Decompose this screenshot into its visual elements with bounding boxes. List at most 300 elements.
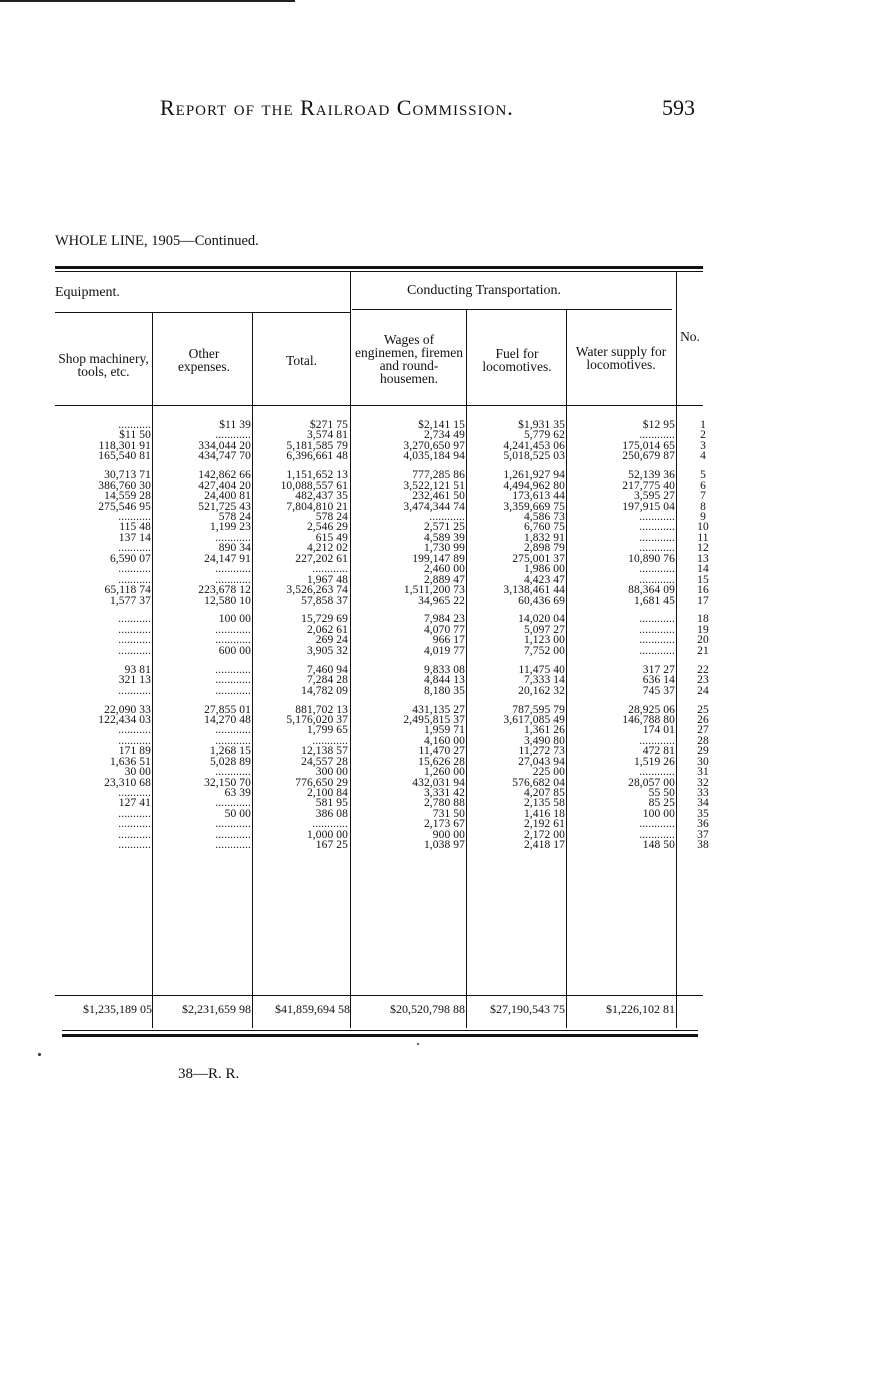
table-cell: 4,586 73 [523,511,565,523]
table-cell: ............ [215,734,251,747]
table-cell: 2,418 17 [523,839,565,852]
page-speck [417,1043,419,1045]
table-cell: 167 25 [315,839,348,852]
table-cell: 217,775 40 [622,479,675,492]
table-cell: ........... [118,419,151,431]
table-cell: 4,844 13 [423,674,465,687]
table-bottom-rule-thick [62,1034,698,1037]
column-other-values [155,420,251,851]
table-cell: 1,577 37 [109,594,151,607]
table-cell: 1,268 15 [209,745,251,758]
table-cell: ............ [639,531,675,544]
table-cell: 2,460 00 [423,563,465,576]
table-cell: 900 00 [432,828,465,841]
table-cell: 22 [697,663,709,676]
table-cell: 432,031 94 [412,776,465,789]
table-cell: 232,461 50 [412,490,465,503]
table-cell: 3,331 42 [423,787,465,799]
table-cell: 24,557 28 [301,755,348,768]
table-cell: 250,679 87 [622,450,675,463]
table-cell: $12 95 [642,419,675,431]
table-cell: 2 [700,429,706,442]
table-cell: 24,400 81 [204,490,251,503]
table-cell: 137 14 [118,531,151,544]
table-cell: 127 41 [118,797,151,810]
table-cell: 600 00 [218,644,251,657]
table-cell: 25 [697,703,709,716]
col-head-fuel: Fuel for locomotives. [482,346,552,374]
table-cell: ............ [215,429,251,442]
table-cell: 334,044 20 [198,439,251,452]
table-cell: 15 [697,573,709,586]
table-cell: 434,747 70 [198,450,251,463]
table-cell: 966 17 [432,634,465,647]
table-cell: 317 27 [642,663,675,676]
table-cell: 578 24 [315,511,348,523]
table-cell: 8 [700,500,706,513]
table-cell: 581 95 [315,797,348,810]
table-cell: 1,151,652 13 [286,469,348,482]
table-bottom-rule-thin [62,1030,698,1031]
table-cell: 1,361 26 [523,724,565,737]
group-rule-conducting [352,309,672,310]
table-cell: 55 50 [648,787,675,799]
table-cell: 29 [697,745,709,758]
table-cell: 52,139 36 [628,469,675,482]
page-number: 593 [662,95,695,120]
column-water-values [569,420,675,851]
table-cell: 24,147 91 [204,552,251,565]
table-top-rule-thin [55,271,703,272]
table-cell: ............ [215,828,251,841]
column-shop-values [58,420,151,851]
table-cell: 30 00 [124,766,151,779]
table-cell: 12,580 10 [204,594,251,607]
table-cell: 38 [697,839,709,852]
table-cell: 3,490 80 [523,734,565,747]
table-cell: ............ [639,818,675,831]
table-cell: 28,925 06 [628,703,675,716]
table-cell: 5 [700,469,706,482]
table-cell: 472 81 [642,745,675,758]
table-cell: 24 [697,684,709,697]
table-cell: 1,832 91 [523,531,565,544]
table-cell: 2,734 49 [423,429,465,442]
col-head-wages: Wages of enginemen, firemen and round-housemen. [355,332,463,386]
table-cell: 7,984 23 [423,613,465,626]
table-cell: 881,702 13 [295,703,348,716]
table-cell: 3,526,263 74 [286,584,348,597]
table-cell: ............ [312,818,348,831]
table-cell: 28,057 00 [628,776,675,789]
table-cell: 93 81 [124,663,151,676]
table-cell: 20 [697,634,709,647]
table-cell: 57,858 37 [301,594,348,607]
table-cell: 1,636 51 [109,755,151,768]
top-rule [0,0,295,2]
table-cell: 26 [697,713,709,726]
table-cell: 5,028 89 [209,755,251,768]
table-cell: ........... [118,724,151,737]
table-cell: 890 34 [218,542,251,555]
table-cell: ........... [118,563,151,576]
table-cell: 1,260 00 [423,766,465,779]
table-cell: $2,141 15 [418,419,465,431]
col-head-total: Total. [286,352,317,368]
table-cell: 227,202 61 [295,552,348,565]
table-cell: 576,682 04 [512,776,565,789]
table-cell: ........... [118,734,151,747]
table-cell: 30 [697,755,709,768]
table-cell: 32,150 70 [204,776,251,789]
column-fuel-values [469,420,565,851]
table-cell: 100 00 [218,613,251,626]
table-cell: 4,207 85 [523,787,565,799]
total-wages: $20,520,798 88 [390,1002,465,1016]
table-cell: ............ [639,623,675,636]
table-cell: 85 25 [648,797,675,810]
table-cell: ............ [639,644,675,657]
table-cell: ............ [215,563,251,576]
table-cell: 18 [697,613,709,626]
table-cell: ............ [215,797,251,810]
table-cell: 2,062 61 [306,623,348,636]
table-cell: 300 00 [315,766,348,779]
table-cell: 787,595 79 [512,703,565,716]
table-cell: 20,162 32 [518,684,565,697]
table-cell: 4,494,962 80 [503,479,565,492]
table-cell: ........... [118,511,151,523]
table-cell: ............ [639,766,675,779]
table-cell: 615 49 [315,531,348,544]
page-speck [38,1053,41,1056]
table-cell: 27,855 01 [204,703,251,716]
table-cell: 4,423 47 [523,573,565,586]
table-cell: ........... [118,839,151,852]
table-cell: 15,626 28 [418,755,465,768]
table-cell: 6 [700,479,706,492]
table-cell: 2,898 79 [523,542,565,555]
table-cell: 2,192 61 [523,818,565,831]
table-cell: 275,546 95 [98,500,151,513]
table-cell: 34 [697,797,709,810]
table-cell: ............ [639,613,675,626]
table-cell: 431,135 27 [412,703,465,716]
table-cell: 521,725 43 [198,500,251,513]
table-cell: ............ [215,634,251,647]
table-cell: 2,100 84 [306,787,348,799]
table-cell: 15,729 69 [301,613,348,626]
table-cell: ........... [118,807,151,820]
table-cell: 1,123 00 [523,634,565,647]
table-cell: 63 39 [224,787,251,799]
table-cell: ........... [118,634,151,647]
divider-6 [676,272,677,1028]
table-cell: 12,138 57 [301,745,348,758]
group-heading-equipment: Equipment. [55,285,120,300]
table-cell: 7,752 00 [523,644,565,657]
table-cell: 5,181,585 79 [286,439,348,452]
table-cell: 11,470 27 [418,745,465,758]
table-cell: 2,889 47 [423,573,465,586]
table-cell: 171 89 [118,745,151,758]
table-cell: 31 [697,766,709,779]
table-cell: 28 [697,734,709,747]
table-cell: 10,088,557 61 [280,479,348,492]
table-cell: 9 [700,511,706,523]
table-top-rule-thick [55,266,703,269]
total-fuel: $27,190,543 75 [490,1002,565,1016]
table-cell: ............ [215,818,251,831]
table-cell: 636 14 [642,674,675,687]
table-cell: 14,559 28 [104,490,151,503]
table-cell: 88,364 09 [628,584,675,597]
table-cell: 7,460 94 [306,663,348,676]
table-cell: 146,788 80 [622,713,675,726]
table-cell: ............ [639,734,675,747]
table-cell: 3,270,650 97 [403,439,465,452]
table-cell: 1,799 65 [306,724,348,737]
table-cell: 731 50 [432,807,465,820]
table-cell: 37 [697,828,709,841]
table-cell: ........... [118,818,151,831]
table-cell: 11 [697,531,709,544]
table-cell: 19 [697,623,709,636]
table-cell: $11 50 [119,429,151,442]
table-cell: ............ [215,684,251,697]
table-cell: 122,434 03 [98,713,151,726]
running-title: Report of the Railroad Commission. [160,95,514,120]
table-cell: 4,035,184 94 [403,450,465,463]
table-cell: 21 [697,644,709,657]
table-cell: ............ [639,429,675,442]
table-cell: 321 13 [118,674,151,687]
column-row-numbers [690,420,716,851]
table-cell: 17 [697,594,709,607]
table-cell: 269 24 [315,634,348,647]
table-cell: 50 00 [224,807,251,820]
table-cell: 225 00 [532,766,565,779]
table-cell: 9,833 08 [423,663,465,676]
table-cell: 173,613 44 [512,490,565,503]
table-cell: 14,020 04 [518,613,565,626]
total-shop: $1,235,189 05 [83,1002,152,1016]
table-cell: 32 [697,776,709,789]
table-cell: 7 [700,490,706,503]
table-cell: 4,160 00 [423,734,465,747]
table-cell: ............ [215,839,251,852]
table-cell: 23 [697,674,709,687]
table-cell: ............ [215,573,251,586]
table-cell: 3,905 32 [306,644,348,657]
table-cell: 11,475 40 [518,663,565,676]
table-cell: 35 [697,807,709,820]
table-cell: 23,310 68 [104,776,151,789]
table-cell: 5,097 27 [523,623,565,636]
table-cell: 1,519 26 [633,755,675,768]
table-cell: 174 01 [642,724,675,737]
table-cell: 386,760 30 [98,479,151,492]
table-cell: 1,199 23 [209,521,251,534]
table-cell: 175,014 65 [622,439,675,452]
table-cell: 4,212 02 [306,542,348,555]
total-other: $2,231,659 98 [182,1002,251,1016]
table-cell: 7,284 28 [306,674,348,687]
table-cell: 6,760 75 [523,521,565,534]
table-cell: 2,546 29 [306,521,348,534]
table-cell: ............ [639,573,675,586]
table-cell: 27 [697,724,709,737]
table-cell: 386 08 [315,807,348,820]
table-cell: 578 24 [218,511,251,523]
divider-3 [350,272,351,1028]
table-cell: 6,396,661 48 [286,450,348,463]
table-cell: 3,574 81 [306,429,348,442]
table-cell: 100 00 [642,807,675,820]
table-cell: ........... [118,542,151,555]
table-cell: 142,862 66 [198,469,251,482]
table-cell: 12 [697,542,709,555]
table-cell: 115 48 [119,521,151,534]
column-wages-values [353,420,465,851]
table-cell: 2,495,815 37 [403,713,465,726]
total-water: $1,226,102 81 [606,1002,675,1016]
table-cell: ............ [639,542,675,555]
table-cell: ............ [215,663,251,676]
table-cell: 14,782 09 [301,684,348,697]
table-cell: 5,176,020 37 [286,713,348,726]
table-cell: 2,173 67 [423,818,465,831]
table-cell: 1,038 97 [423,839,465,852]
table-cell: 5,779 62 [523,429,565,442]
table-cell: 1,511,200 73 [403,584,465,597]
divider-2 [252,313,253,1028]
col-head-shop: Shop machinery, tools, etc. [58,351,149,379]
table-cell: 4 [700,450,706,463]
table-cell: 10,890 76 [628,552,675,565]
table-cell: 777,285 86 [412,469,465,482]
table-cell: 4,589 39 [423,531,465,544]
divider-4 [466,310,467,1028]
table-cell: 5,018,525 03 [503,450,565,463]
table-cell: ............ [215,724,251,737]
table-cell: ............ [312,734,348,747]
table-cell: 3,522,121 51 [403,479,465,492]
table-cell: ............ [639,563,675,576]
table-cell: 482,437 35 [295,490,348,503]
table-cell: 118,301 91 [98,439,151,452]
table-cell: 16 [697,584,709,597]
table-cell: ........... [118,573,151,586]
table-cell: 197,915 04 [622,500,675,513]
total-total: $41,859,694 58 [275,1002,350,1016]
table-cell: 2,172 00 [523,828,565,841]
table-cell: 3,617,085 49 [503,713,565,726]
col-head-no: No. [680,328,700,344]
table-cell: ............ [429,511,465,523]
table-cell: $271 75 [309,419,348,431]
table-cell: 65,118 74 [104,584,151,597]
table-cell: ............ [639,511,675,523]
table-cell: ............ [639,634,675,647]
divider-5 [566,310,567,1028]
table-cell: 3 [700,439,706,452]
table-cell: 1 [700,419,706,431]
table-cell: ........... [118,787,151,799]
table-cell: 1,730 99 [423,542,465,555]
table-cell: 1,959 71 [423,724,465,737]
table-cell: 1,681 45 [633,594,675,607]
table-cell: ........... [118,828,151,841]
table-cell: 776,650 29 [295,776,348,789]
table-cell: 1,416 18 [523,807,565,820]
table-cell: ............ [639,828,675,841]
table-cell: 6,590 07 [109,552,151,565]
table-cell: $1,931 35 [518,419,565,431]
table-cell: 223,678 12 [198,584,251,597]
table-cell: 60,436 69 [518,594,565,607]
col-head-other: Other expenses. [177,346,231,374]
table-cell: 2,571 25 [423,521,465,534]
table-cell: 11,272 73 [518,745,565,758]
table-cell: 3,359,669 75 [503,500,565,513]
table-cell: ........... [118,613,151,626]
table-cell: 13 [697,552,709,565]
table-cell: 7,804,810 21 [286,500,348,513]
table-cell: ............ [215,674,251,687]
table-cell: 8,180 35 [423,684,465,697]
table-cell: $11 39 [219,419,251,431]
table-cell: ............ [312,563,348,576]
table-cell: 1,261,927 94 [503,469,565,482]
table-cell: ............ [215,531,251,544]
signature-mark: 38—R. R. [178,1066,240,1082]
table-cell: ............ [215,766,251,779]
table-cell: 3,138,461 44 [503,584,565,597]
table-cell: 34,965 22 [418,594,465,607]
table-cell: 3,474,344 74 [403,500,465,513]
table-cell: 199,147 89 [412,552,465,565]
col-head-water: Water supply for locomotives. [575,344,667,372]
group-rule-equipment [55,312,350,313]
table-cell: 148 50 [642,839,675,852]
table-cell: 1,967 48 [306,573,348,586]
table-cell: 33 [697,787,709,799]
table-cell: 2,135 58 [523,797,565,810]
table-cell: 14,270 48 [204,713,251,726]
table-cell: 10 [697,521,709,534]
table-cell: 7,333 14 [523,674,565,687]
table-cell: 275,001 37 [512,552,565,565]
table-cell: ............ [639,521,675,534]
table-cell: 745 37 [642,684,675,697]
table-cell: 4,241,453 06 [503,439,565,452]
column-total-values [255,420,348,851]
table-cell: ........... [118,623,151,636]
divider-1 [152,313,153,1028]
table-cell: ........... [118,684,151,697]
table-cell: 1,000 00 [306,828,348,841]
table-cell: 4,070 77 [423,623,465,636]
table-cell: 2,780 88 [423,797,465,810]
table-cell: 3,595 27 [633,490,675,503]
table-subtitle: WHOLE LINE, 1905—Continued. [55,233,259,249]
table-cell: 1,986 00 [523,563,565,576]
table-cell: ........... [118,644,151,657]
table-cell: 165,540 81 [98,450,151,463]
table-cell: 4,019 77 [423,644,465,657]
table-cell: 14 [697,563,709,576]
